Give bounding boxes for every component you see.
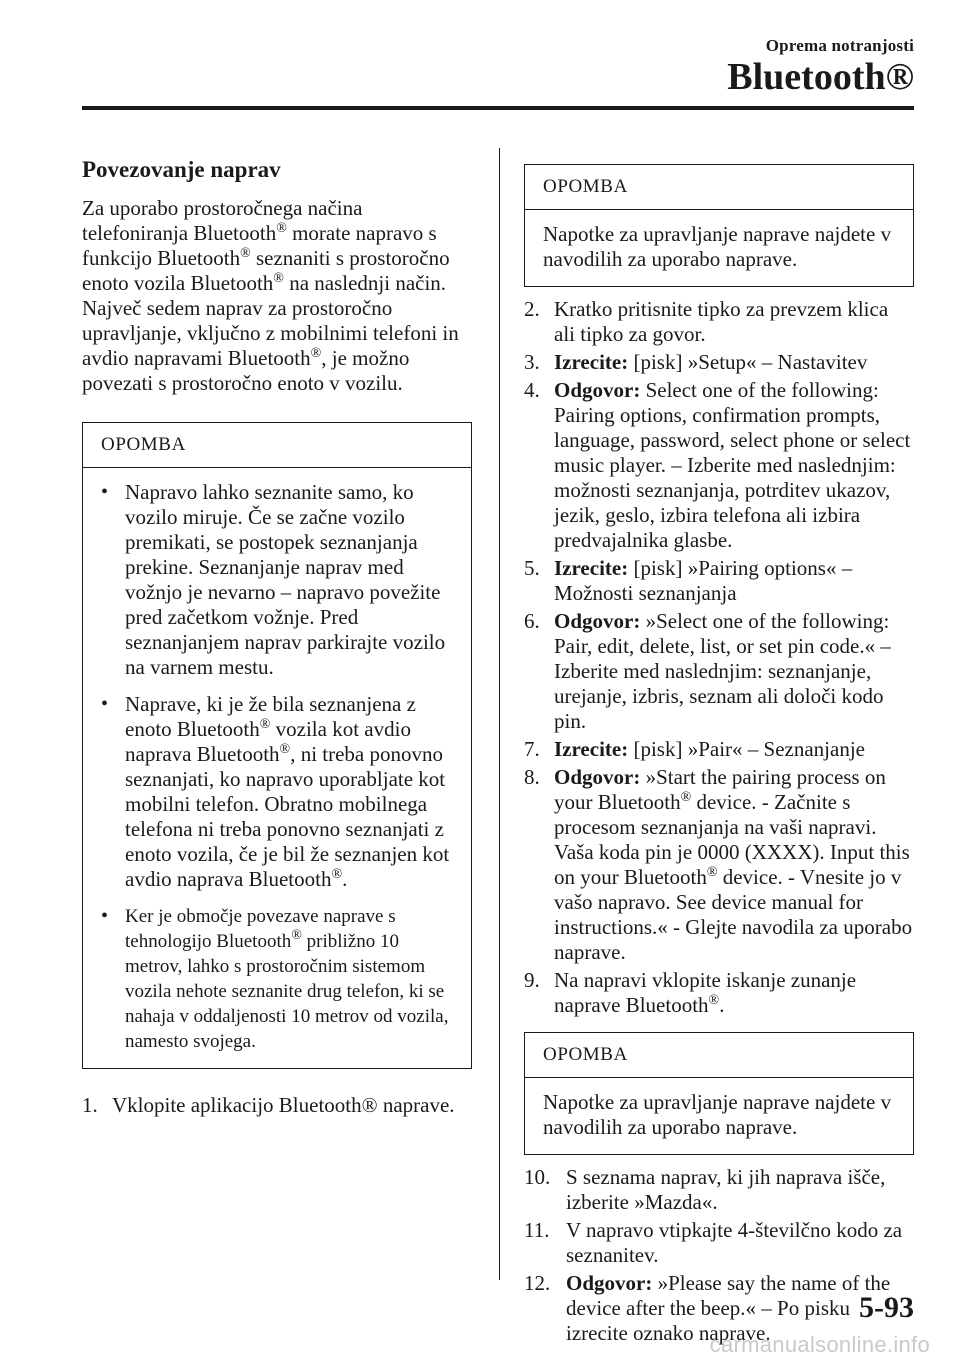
step-item — [524, 350, 914, 375]
step-text: V napravo vtipkajte 4-številčno kodo za seznanitev. — [566, 1218, 903, 1267]
step-number: 12. — [524, 1271, 551, 1295]
step-text: Odgovor: »Select one of the following: Pair, edit, delete, list, or set pin code.« – Izberite med naslednjim: seznanjanje, urejanje, izbris, seznam ali določi kodo pin. — [554, 609, 891, 733]
step-number: 5. — [524, 556, 540, 580]
note-box-middle — [524, 1032, 914, 1155]
step-text: Kratko pritisnite tipko za prevzem klica ali tipko za govor. — [554, 297, 889, 346]
registered-mark: ® — [310, 346, 322, 361]
bullet-text: Ker je območje povezave naprave s tehnologijo Bluetooth® približno 10 metrov, lahko s prostoročnim sistemom vozila nehote seznanite drug telefon, ki se nahaja v oddaljenosti 10 metrov od vozila, namesto svojega. — [125, 906, 449, 1052]
registered-mark: ® — [240, 246, 251, 261]
step-item — [524, 1218, 914, 1268]
bullet-icon: • — [101, 905, 109, 927]
registered-mark: ® — [291, 928, 302, 943]
left-column — [82, 156, 472, 1121]
registered-mark: ® — [259, 717, 271, 732]
step-number: 7. — [524, 737, 540, 761]
note-title: OPOMBA — [525, 1033, 913, 1078]
header-title: Bluetooth® — [727, 56, 914, 98]
step-item — [524, 765, 914, 965]
note-box-left — [82, 422, 472, 1069]
step-number: 6. — [524, 609, 540, 633]
note-title: OPOMBA — [525, 165, 913, 210]
note-bullet — [101, 904, 453, 1054]
registered-mark: ® — [279, 742, 291, 757]
step-item — [524, 1165, 914, 1215]
registered-mark: ® — [708, 993, 720, 1008]
step-item — [82, 1093, 472, 1118]
step-text: Odgovor: »Please say the name of the device after the beep.« – Po pisku izrecite oznako naprave. — [566, 1271, 891, 1345]
note-bullet — [101, 480, 453, 680]
step-text: Vklopite aplikacijo Bluetooth® naprave. — [112, 1093, 455, 1117]
step-item — [524, 556, 914, 606]
step-text: S seznama naprav, ki jih naprava išče, izberite »Mazda«. — [566, 1165, 886, 1214]
step-number: 9. — [524, 968, 540, 992]
header-rule — [82, 106, 914, 110]
step-number: 4. — [524, 378, 540, 402]
step-number: 2. — [524, 297, 540, 321]
step-text: Odgovor: »Start the pairing process on your Bluetooth® device. - Začnite s procesom seznanjanja na vaši napravi. Vaša koda pin je 0000 (XXXX). Input this on your Bluetooth® device. - Vnesite jo v vašo napravo. See device manual for instructions.« - Glejte navodila za uporabo naprave. — [554, 765, 913, 964]
step-list — [524, 1165, 914, 1346]
registered-mark: ® — [273, 271, 284, 286]
step-item — [524, 737, 914, 762]
step-number: 1. — [82, 1093, 98, 1117]
step-list — [524, 297, 914, 1018]
note-body: Napotke za upravljanje naprave najdete v navodilih za uporabo naprave. — [543, 222, 892, 271]
step-item — [524, 378, 914, 553]
step-text: Izrecite: [pisk] »Setup« – Nastavitev — [554, 350, 868, 374]
intro-paragraph: Za uporabo prostoročnega načina telefoniranja Bluetooth® morate napravo s funkcijo Bluetooth® seznaniti s prostoročno enoto vozila Bluetooth® na naslednji način. Največ sedem naprav za prostoročno upravljanje, vključno z mobilnimi telefoni in avdio napravami Bluetooth®, je možno povezati s prostoročno enoto v vozilu. — [82, 196, 459, 395]
registered-mark: ® — [706, 865, 718, 880]
step-text: Odgovor: Select one of the following: Pairing options, confirmation prompts, language, password, select phone or select music player. – Izberite med naslednjim: možnosti seznanjanja, potrditev ukazov, jezik, geslo, izbira telefona ali izbira predvajalnika glasbe. — [554, 378, 911, 552]
registered-mark: ® — [276, 221, 287, 236]
step-number: 3. — [524, 350, 540, 374]
registered-mark: ® — [331, 867, 343, 882]
bullet-icon: • — [101, 481, 109, 503]
bullet-text: Napravo lahko seznanite samo, ko vozilo miruje. Če se začne vozilo premikati, se postopek seznanjanja prekine. Seznanjanje naprav med vožnjo je nevarno – napravo povežite pred začetkom vožnje. Pred seznanjanjem naprav parkirajte vozilo na varnem mestu. — [125, 480, 446, 679]
note-body: Napotke za upravljanje naprave najdete v navodilih za uporabo naprave. — [543, 1090, 892, 1139]
step-text: Izrecite: [pisk] »Pair« – Seznanjanje — [554, 737, 865, 761]
page-number: 5-93 — [859, 1291, 914, 1324]
step-item — [524, 968, 914, 1018]
step-number: 8. — [524, 765, 540, 789]
note-box-top — [524, 164, 914, 287]
registered-mark: ® — [680, 790, 692, 805]
bullet-icon: • — [101, 693, 109, 715]
step-text: Na napravi vklopite iskanje zunanje naprave Bluetooth®. — [554, 968, 857, 1017]
bullet-text: Naprave, ki je že bila seznanjena z enoto Bluetooth® vozila kot avdio naprava Bluetooth®, ni treba ponovno seznanjati, ko napravo uporabljate kot mobilni telefon. Obratno mobilnega telefona ni treba ponovno seznanjati z enoto vozila, če je bil že seznanjen kot avdio naprava Bluetooth®. — [125, 692, 450, 891]
step-number: 10. — [524, 1165, 551, 1189]
section-heading: Povezovanje naprav — [82, 157, 281, 182]
note-title: OPOMBA — [83, 423, 471, 468]
note-body — [83, 468, 471, 1068]
right-column — [524, 164, 914, 1349]
column-divider — [499, 148, 500, 1280]
step-item — [524, 609, 914, 734]
step-number: 11. — [524, 1218, 550, 1242]
header-section-label: Oprema notranjosti — [765, 36, 914, 55]
note-bullet — [101, 692, 453, 892]
step-item — [524, 297, 914, 347]
watermark: carmanualsonline.info — [709, 1332, 930, 1357]
step-text: Izrecite: [pisk] »Pairing options« – Možnosti seznanjanja — [554, 556, 853, 605]
